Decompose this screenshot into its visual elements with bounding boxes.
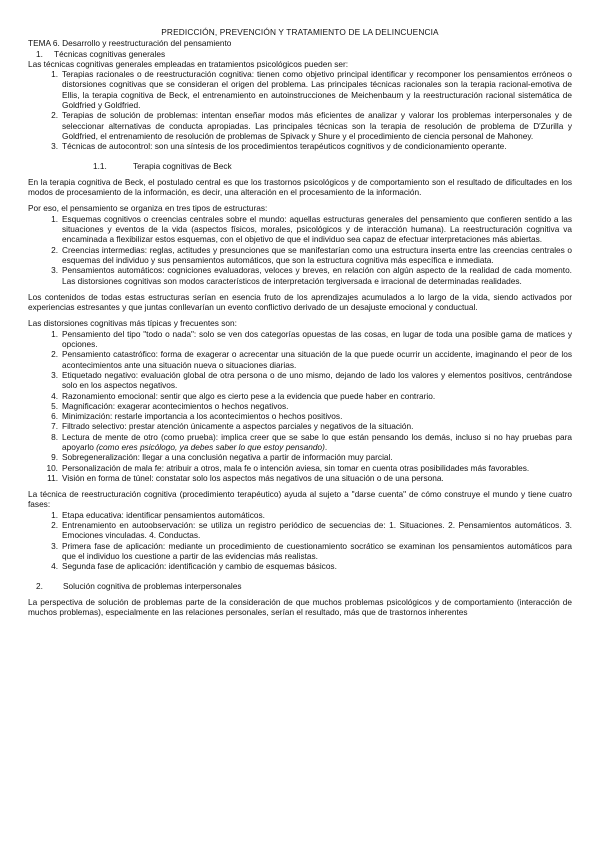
item-number: 5. xyxy=(51,400,58,411)
list-item xyxy=(28,329,572,350)
item-number: 4. xyxy=(51,390,58,401)
item-number: 1. xyxy=(51,328,58,339)
list-item xyxy=(28,432,572,453)
item-number: 2. xyxy=(51,244,58,255)
item-text: Técnicas de autocontrol: son una síntesis de los procedimientos terapéuticos cognitivos y de condicionamiento operante. xyxy=(62,141,507,152)
section-1-1-heading xyxy=(28,161,572,171)
structures-list xyxy=(28,214,572,286)
item-text: Minimización: restarle importancia a los acontecimientos o hechos positivos. xyxy=(62,411,343,422)
paragraph: Las técnicas cognitivas generales empleadas en tratamientos psicológicos pueden ser: xyxy=(28,58,349,69)
item-text: Pensamiento catastrófico: forma de exagerar o acrecentar una situación de la que puede ocurrir un accidente, imaginando el peor de los acontecimientos ante una situación nueva o situaciones diarias. xyxy=(62,349,572,370)
list-item xyxy=(28,520,572,541)
phases-list xyxy=(28,510,572,572)
item-text: Esquemas cognitivos o creencias centrales sobre el mundo: aquellas estructuras generales del pensamiento que confieren sentido a las situaciones y eventos de la vida (aspectos físicos, morales, psicológicos y de interacción humana). La reestructuración cognitiva va encaminada a flexibilizar estos esquemas, con el objetivo de que el individuo sea capaz de efectuar interpretaciones más abiertas. xyxy=(62,213,572,245)
item-text: Terapias de solución de problemas: intentan enseñar modos más eficientes de analizar y valorar los problemas interpersonales y de seleccionar alternativas de conducta apropiadas. Las principales técnicas son la terapia de resolución de problema de D'Zurilla y Goldfried, el entrenamiento de resolución de problemas de Spivack y Shure y el procedimiento de ciencia personal de Mahoney. xyxy=(62,110,572,141)
list-item xyxy=(28,401,572,411)
section-number: 1. xyxy=(36,48,43,59)
item-number: 1. xyxy=(51,213,58,224)
paragraph: Los contenidos de todas estas estructuras serían en esencia fruto de los aprendizajes acumulados a lo largo de la vida, siendo activados por experiencias estresantes y que juntas conllevarían un evento conflictivo derivado de un desajuste emocional y conductual. xyxy=(28,291,572,313)
item-number: 1. xyxy=(51,509,58,520)
list-item xyxy=(28,245,572,266)
item-example: (como eres psicólogo, ya debes saber lo que estoy pensando) xyxy=(96,441,325,452)
item-text: Entrenamiento en autoobservación: se utiliza un registro periódico de secuencias de: 1. Situaciones. 2. Pensamientos automáticos. 3. Emociones vinculadas. 4. Conductas. xyxy=(62,520,572,541)
item-text: Filtrado selectivo: prestar atención únicamente a aspectos parciales y negativos de la situación. xyxy=(62,421,414,432)
item-number: 11. xyxy=(47,472,58,483)
list-item xyxy=(28,541,572,562)
list-item xyxy=(28,561,572,571)
list-item xyxy=(28,510,572,520)
item-text: Visión en forma de túnel: constatar solo los aspectos más negativos de una situación o de una persona. xyxy=(62,472,444,483)
section-1-heading xyxy=(28,49,572,59)
item-text: Primera fase de aplicación: mediante un procedimiento de cuestionamiento socrático se examinan los pensamientos automáticos para que el individuo los cuestione a partir de las evidencias más realistas. xyxy=(62,540,572,561)
item-text: Razonamiento emocional: sentir que algo es cierto pese a la evidencia que puede haber en contrario. xyxy=(62,390,436,401)
paragraph: En la terapia cognitiva de Beck, el postulado central es que los trastornos psicológicos y de comportamiento son el resultado de dificultades en los modos de procesamiento de la información, es decir, una alteración en el procesamiento de la información. xyxy=(28,176,572,198)
list-item xyxy=(28,69,572,110)
techniques-list xyxy=(28,69,572,151)
item-number: 4. xyxy=(51,561,58,572)
list-item xyxy=(28,265,572,286)
item-text: Magnificación: exagerar acontecimientos o hechos negativos. xyxy=(62,400,289,411)
list-item xyxy=(28,411,572,421)
list-item xyxy=(28,349,572,370)
item-number: 3. xyxy=(51,369,58,380)
item-number: 10. xyxy=(46,462,58,473)
distortions-list xyxy=(28,329,572,483)
item-number: 2. xyxy=(51,349,58,360)
list-item xyxy=(28,463,572,473)
item-number: 3. xyxy=(51,141,58,152)
item-tail: . xyxy=(324,441,328,452)
paragraph: Por eso, el pensamiento se organiza en tres tipos de estructuras: xyxy=(28,203,268,214)
list-item xyxy=(28,391,572,401)
item-number: 6. xyxy=(51,411,58,422)
item-number: 8. xyxy=(51,431,58,442)
item-text: Etapa educativa: identificar pensamientos automáticos. xyxy=(62,509,265,520)
item-number: 2. xyxy=(51,520,58,531)
topic-heading: TEMA 6. Desarrollo y reestructuración del pensamiento xyxy=(28,38,232,49)
item-number: 3. xyxy=(51,265,58,276)
item-number: 1. xyxy=(51,69,58,80)
list-item xyxy=(28,110,572,141)
list-item xyxy=(28,452,572,462)
section-title: Terapia cognitivas de Beck xyxy=(133,160,232,171)
item-text: Etiquetado negativo: evaluación global de otra persona o de uno mismo, dejando de lado los valores y elementos positivos, centrándose solo en los aspectos negativos. xyxy=(62,369,572,391)
list-item xyxy=(28,141,572,151)
item-text: Personalización de mala fe: atribuir a otros, mala fe o intención aviesa, sin tomar en cuenta otras posibilidades más favorables. xyxy=(62,462,530,473)
document-title: PREDICCIÓN, PREVENCIÓN Y TRATAMIENTO DE LA DELINCUENCIA xyxy=(161,27,439,37)
list-item xyxy=(28,473,572,483)
item-text: Pensamientos automáticos: cogniciones evaluadoras, veloces y breves, en relación con algún aspecto de la realidad de cada momento. Las distorsiones cognitivas son modos característicos de interpretación tergiversada e irracional de determinadas realidades. xyxy=(62,265,572,286)
paragraph: La técnica de reestructuración cognitiva (procedimiento terapéutico) ayuda al sujeto a "darse cuenta" de cómo construye el mundo y tiene cuatro fases: xyxy=(28,489,572,510)
section-title: Técnicas cognitivas generales xyxy=(54,48,166,59)
section-number: 2. xyxy=(36,580,43,591)
item-number: 9. xyxy=(51,452,58,463)
item-text: Pensamiento del tipo "todo o nada": solo se ven dos categorías opuestas de las cosas, en lugar de toda una posible gama de matices y opciones. xyxy=(62,328,572,350)
item-number: 2. xyxy=(51,110,58,121)
section-2-heading xyxy=(28,581,572,591)
item-number: 3. xyxy=(51,540,58,551)
item-number: 7. xyxy=(51,421,58,432)
list-item xyxy=(28,421,572,431)
item-text: Lectura de mente de otro (como prueba): implica creer que se sabe lo que están pensando los demás, incluso si no hay pruebas para apoyarlo xyxy=(62,431,572,452)
paragraph: La perspectiva de solución de problemas parte de la consideración de que muchos problemas psicológicos y de comportamiento (interacción de muchos problemas), especialmente en las relaciones personales, serían el resultado, más que de trastornos inherentes xyxy=(28,596,572,618)
list-item xyxy=(28,214,572,245)
item-text: Sobregeneralización: llegar a una conclusión negativa a partir de información muy parcial. xyxy=(62,452,393,463)
item-text: Creencias intermedias: reglas, actitudes y presunciones que se manifestarían como una estructura inserta entre las creencias centrales o esquemas del individuo y sus pensamientos automáticos, que son la estructura cognitiva más específica e inmediata. xyxy=(62,244,572,265)
item-text: Segunda fase de aplicación: identificación y cambio de esquemas básicos. xyxy=(62,561,337,572)
section-number: 1.1. xyxy=(93,160,107,171)
section-title: Solución cognitiva de problemas interpersonales xyxy=(63,580,242,591)
list-item xyxy=(28,370,572,391)
item-text: Terapias racionales o de reestructuración cognitiva: tienen como objetivo principal identificar y recomponer los pensamientos erróneos o distorsiones cognitivas que se consideran el origen del problema. Las principales técnicas racionales son la terapia racional-emotiva de Ellis, la terapia cognitiva de Beck, el entrenamiento en autoinstrucciones de Meichenbaum y la reestructuración racional sistemática de Goldfried y Goldfried. xyxy=(62,69,572,111)
paragraph: Las distorsiones cognitivas más típicas y frecuentes son: xyxy=(28,318,237,329)
